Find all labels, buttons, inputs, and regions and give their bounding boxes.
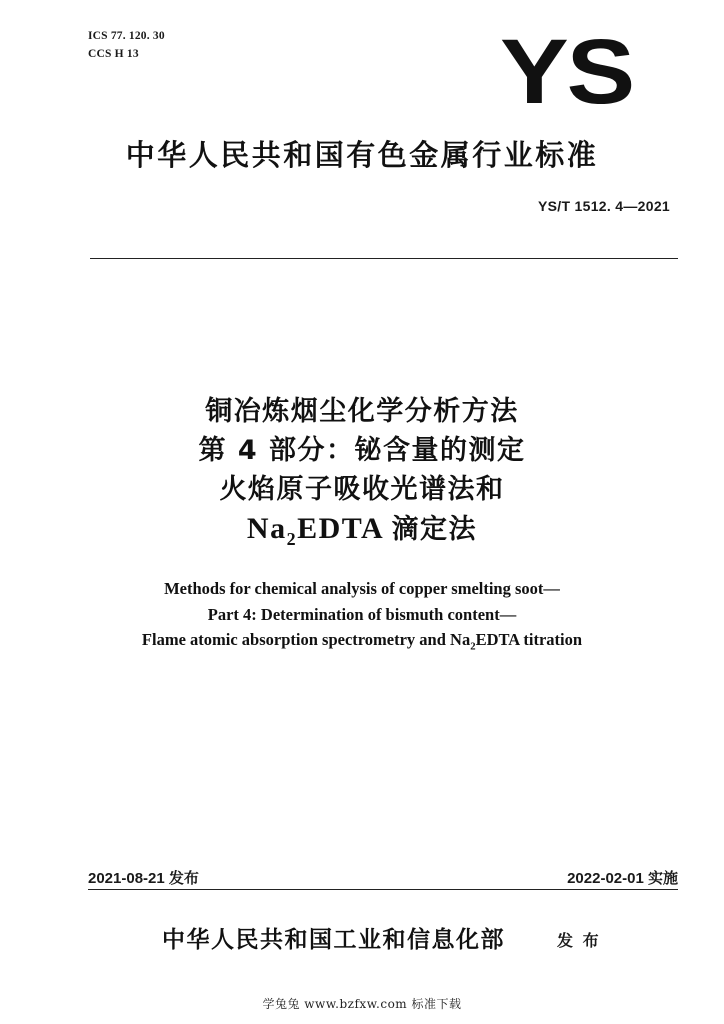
formula-na: Na: [246, 512, 287, 545]
english-title-line-3-b: EDTA titration: [475, 630, 583, 649]
publish-date: 2021-08-21 发布: [88, 870, 199, 887]
date-row: [88, 867, 678, 889]
english-title-line-1: Methods for chemical analysis of copper smelting soot—: [164, 579, 560, 598]
chinese-title-line-1: 铜冶炼烟尘化学分析方法: [205, 396, 519, 427]
english-title-line-2: Part 4: Determination of bismuth content—: [207, 604, 517, 624]
issuing-ministry: 中华人民共和国工业和信息化部: [162, 926, 505, 953]
issue-label: 发 布: [557, 931, 601, 950]
english-title: [0, 576, 724, 660]
organization-title: 中华人民共和国有色金属行业标准: [125, 138, 599, 172]
english-formula-subscript: 2: [470, 640, 476, 653]
chinese-title-suffix: 滴定法: [391, 514, 478, 545]
chinese-title-line-2: 第 4 部分：铋含量的测定: [198, 435, 526, 466]
bottom-divider: [88, 889, 678, 890]
chinese-title-line-4: [0, 509, 724, 559]
ys-logo: YS: [500, 21, 633, 123]
implement-date: 2022-02-01 实施: [567, 870, 678, 887]
ics-code: ICS 77. 120. 30: [88, 30, 165, 42]
english-title-line-3: [0, 627, 724, 660]
footer-watermark: 学兔兔 www.bzfxw.com 标准下载: [262, 997, 462, 1011]
formula-subscript: 2: [286, 529, 298, 549]
chinese-title-line-3: 火焰原子吸收光谱法和: [219, 474, 505, 505]
standard-number: YS/T 1512. 4—2021: [538, 198, 670, 214]
top-divider: [90, 258, 678, 259]
formula-edta: EDTA: [297, 512, 392, 545]
classification-codes: [88, 27, 165, 63]
chinese-title: [0, 392, 724, 559]
ccs-code: CCS H 13: [88, 48, 139, 60]
english-title-line-3-a: Flame atomic absorption spectrometry and Na: [141, 630, 471, 649]
